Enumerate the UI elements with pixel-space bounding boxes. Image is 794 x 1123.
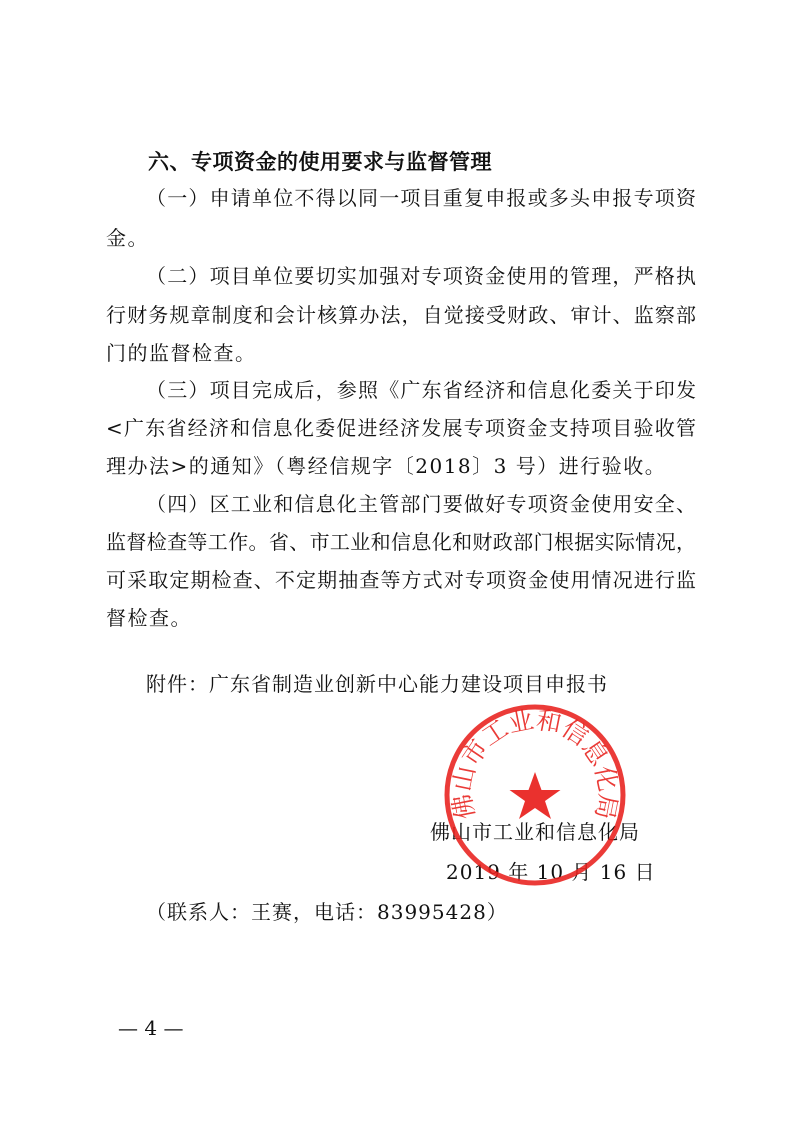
paragraph-3-line-1: （三）项目完成后，参照《广东省经济和信息化委关于印发 bbox=[146, 378, 696, 402]
issuer-name: 佛山市工业和信息化局 bbox=[430, 820, 640, 844]
section-heading: 六、专项资金的使用要求与监督管理 bbox=[148, 150, 492, 174]
contact-info: （联系人：王赛，电话：83995428） bbox=[146, 900, 508, 924]
paragraph-4-line-1: （四）区工业和信息化主管部门要做好专项资金使用安全、 bbox=[146, 492, 696, 516]
page-number: — 4 — bbox=[118, 1016, 184, 1040]
paragraph-2-line-3: 门的监督检查。 bbox=[106, 341, 257, 365]
paragraph-4-line-3: 可采取定期检查、不定期抽查等方式对专项资金使用情况进行监 bbox=[106, 568, 696, 592]
paragraph-2-line-2: 行财务规章制度和会计核算办法，自觉接受财政、审计、监察部 bbox=[106, 303, 696, 327]
official-seal bbox=[440, 700, 630, 890]
paragraph-3-line-3: 理办法>的通知》（粤经信规字〔2018〕3 号）进行验收。 bbox=[106, 454, 667, 478]
seal-text: 佛山市工业和信息化局 bbox=[447, 705, 623, 822]
issue-date: 2019 年 10 月 16 日 bbox=[446, 860, 656, 884]
paragraph-4-line-4: 督检查。 bbox=[106, 606, 192, 630]
paragraph-1-line-1: （一）申请单位不得以同一项目重复申报或多头申报专项资 bbox=[146, 186, 696, 210]
seal-star-icon bbox=[510, 772, 561, 819]
paragraph-4-line-2: 监督检查等工作。省、市工业和信息化和财政部门根据实际情况， bbox=[106, 530, 696, 554]
attachment-note: 附件：广东省制造业创新中心能力建设项目申报书 bbox=[146, 672, 608, 696]
paragraph-3-line-2: <广东省经济和信息化委促进经济发展专项资金支持项目验收管 bbox=[106, 416, 696, 440]
paragraph-1-line-2: 金。 bbox=[106, 226, 149, 250]
paragraph-2-line-1: （二）项目单位要切实加强对专项资金使用的管理，严格执 bbox=[146, 264, 696, 288]
